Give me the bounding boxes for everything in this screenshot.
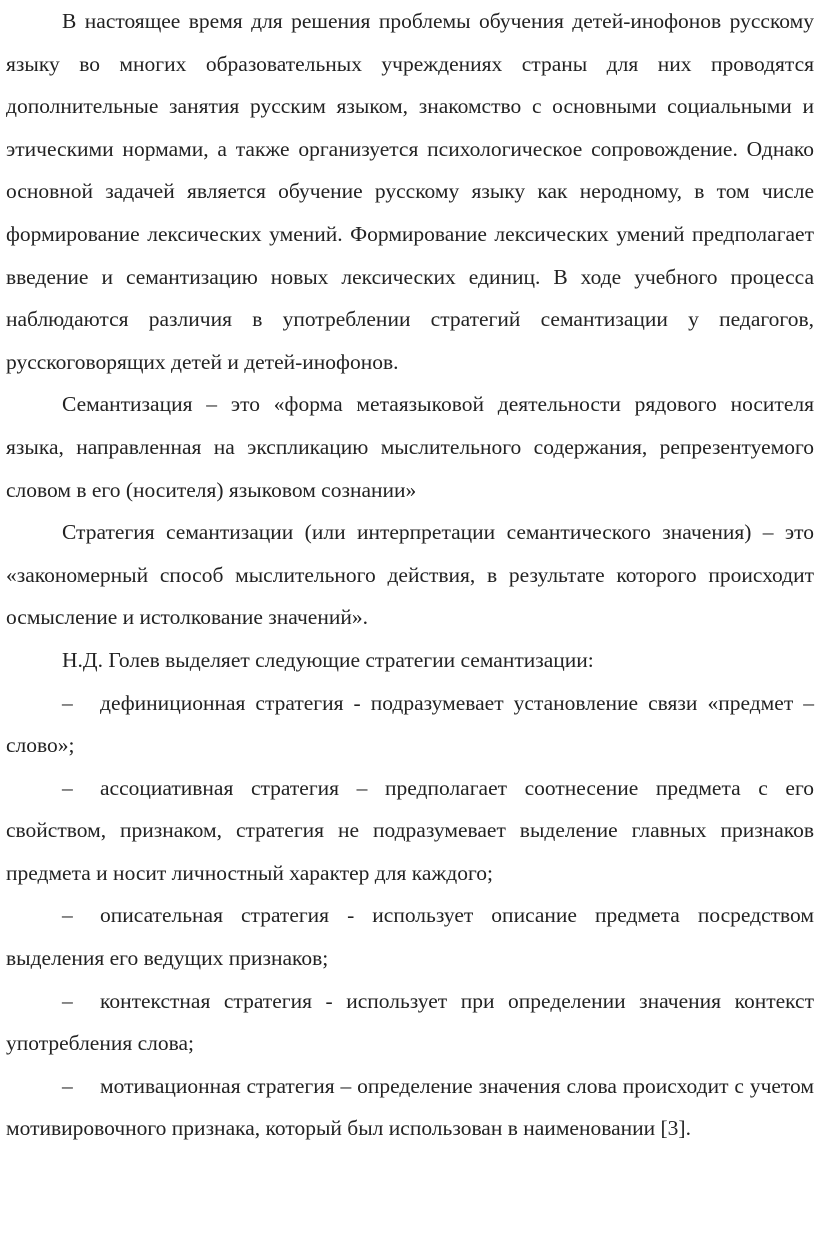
list-dash: – (62, 903, 73, 928)
list-item (6, 980, 814, 1065)
list-item-text: контекстная стратегия - использует при определении значения контекст употребления слова; (6, 988, 814, 1056)
list-item (6, 1065, 814, 1150)
list-dash: – (62, 775, 73, 800)
paragraph-intro: В настоящее время для решения проблемы обучения детей-инофонов русскому языку во многих образовательных учреждениях страны для них проводятся дополнительные занятия русским языком, знакомство с основными социальными и этическими нормами, а также организуется психологическое сопровождение. Однако основной задачей является обучение русскому языку как неродному, в том числе формирование лексических умений. Формирование лексических умений предполагает введение и семантизацию новых лексических единиц. В ходе учебного процесса наблюдаются различия в употреблении стратегий семантизации у педагогов, русскоговорящих детей и детей-инофонов. (6, 9, 814, 374)
paragraph-strategy-definition: Стратегия семантизации (или интерпретации семантического значения) – это «закономерный способ мыслительного действия, в результате которого происходит осмысление и истолкование значений». (6, 520, 814, 630)
paragraph-semantization-definition: Семантизация – это «форма метаязыковой деятельности рядового носителя языка, направленная на экспликацию мыслительного содержания, репрезентуемого словом в его (носителя) языковом сознании» (6, 392, 814, 502)
list-item-text: описательная стратегия - использует описание предмета посредством выделения его ведущих признаков; (6, 903, 814, 971)
document-page (6, 0, 814, 1150)
list-item (6, 767, 814, 895)
strategy-list (6, 682, 814, 1151)
list-item-text: дефиниционная стратегия - подразумевает установление связи «предмет – слово»; (6, 690, 814, 758)
list-item (6, 682, 814, 767)
list-dash: – (62, 1073, 73, 1098)
list-item-text: мотивационная стратегия – определение значения слова происходит с учетом мотивировочного признака, который был использован в наименовании [3]. (6, 1073, 814, 1141)
list-dash: – (62, 988, 73, 1013)
list-item-text: ассоциативная стратегия – предполагает соотнесение предмета с его свойством, признаком, стратегия не подразумевает выделение главных признаков предмета и носит личностный характер для каждого; (6, 775, 814, 885)
paragraph-list-intro: Н.Д. Голев выделяет следующие стратегии семантизации: (62, 647, 594, 672)
list-dash: – (62, 690, 73, 715)
list-item (6, 894, 814, 979)
